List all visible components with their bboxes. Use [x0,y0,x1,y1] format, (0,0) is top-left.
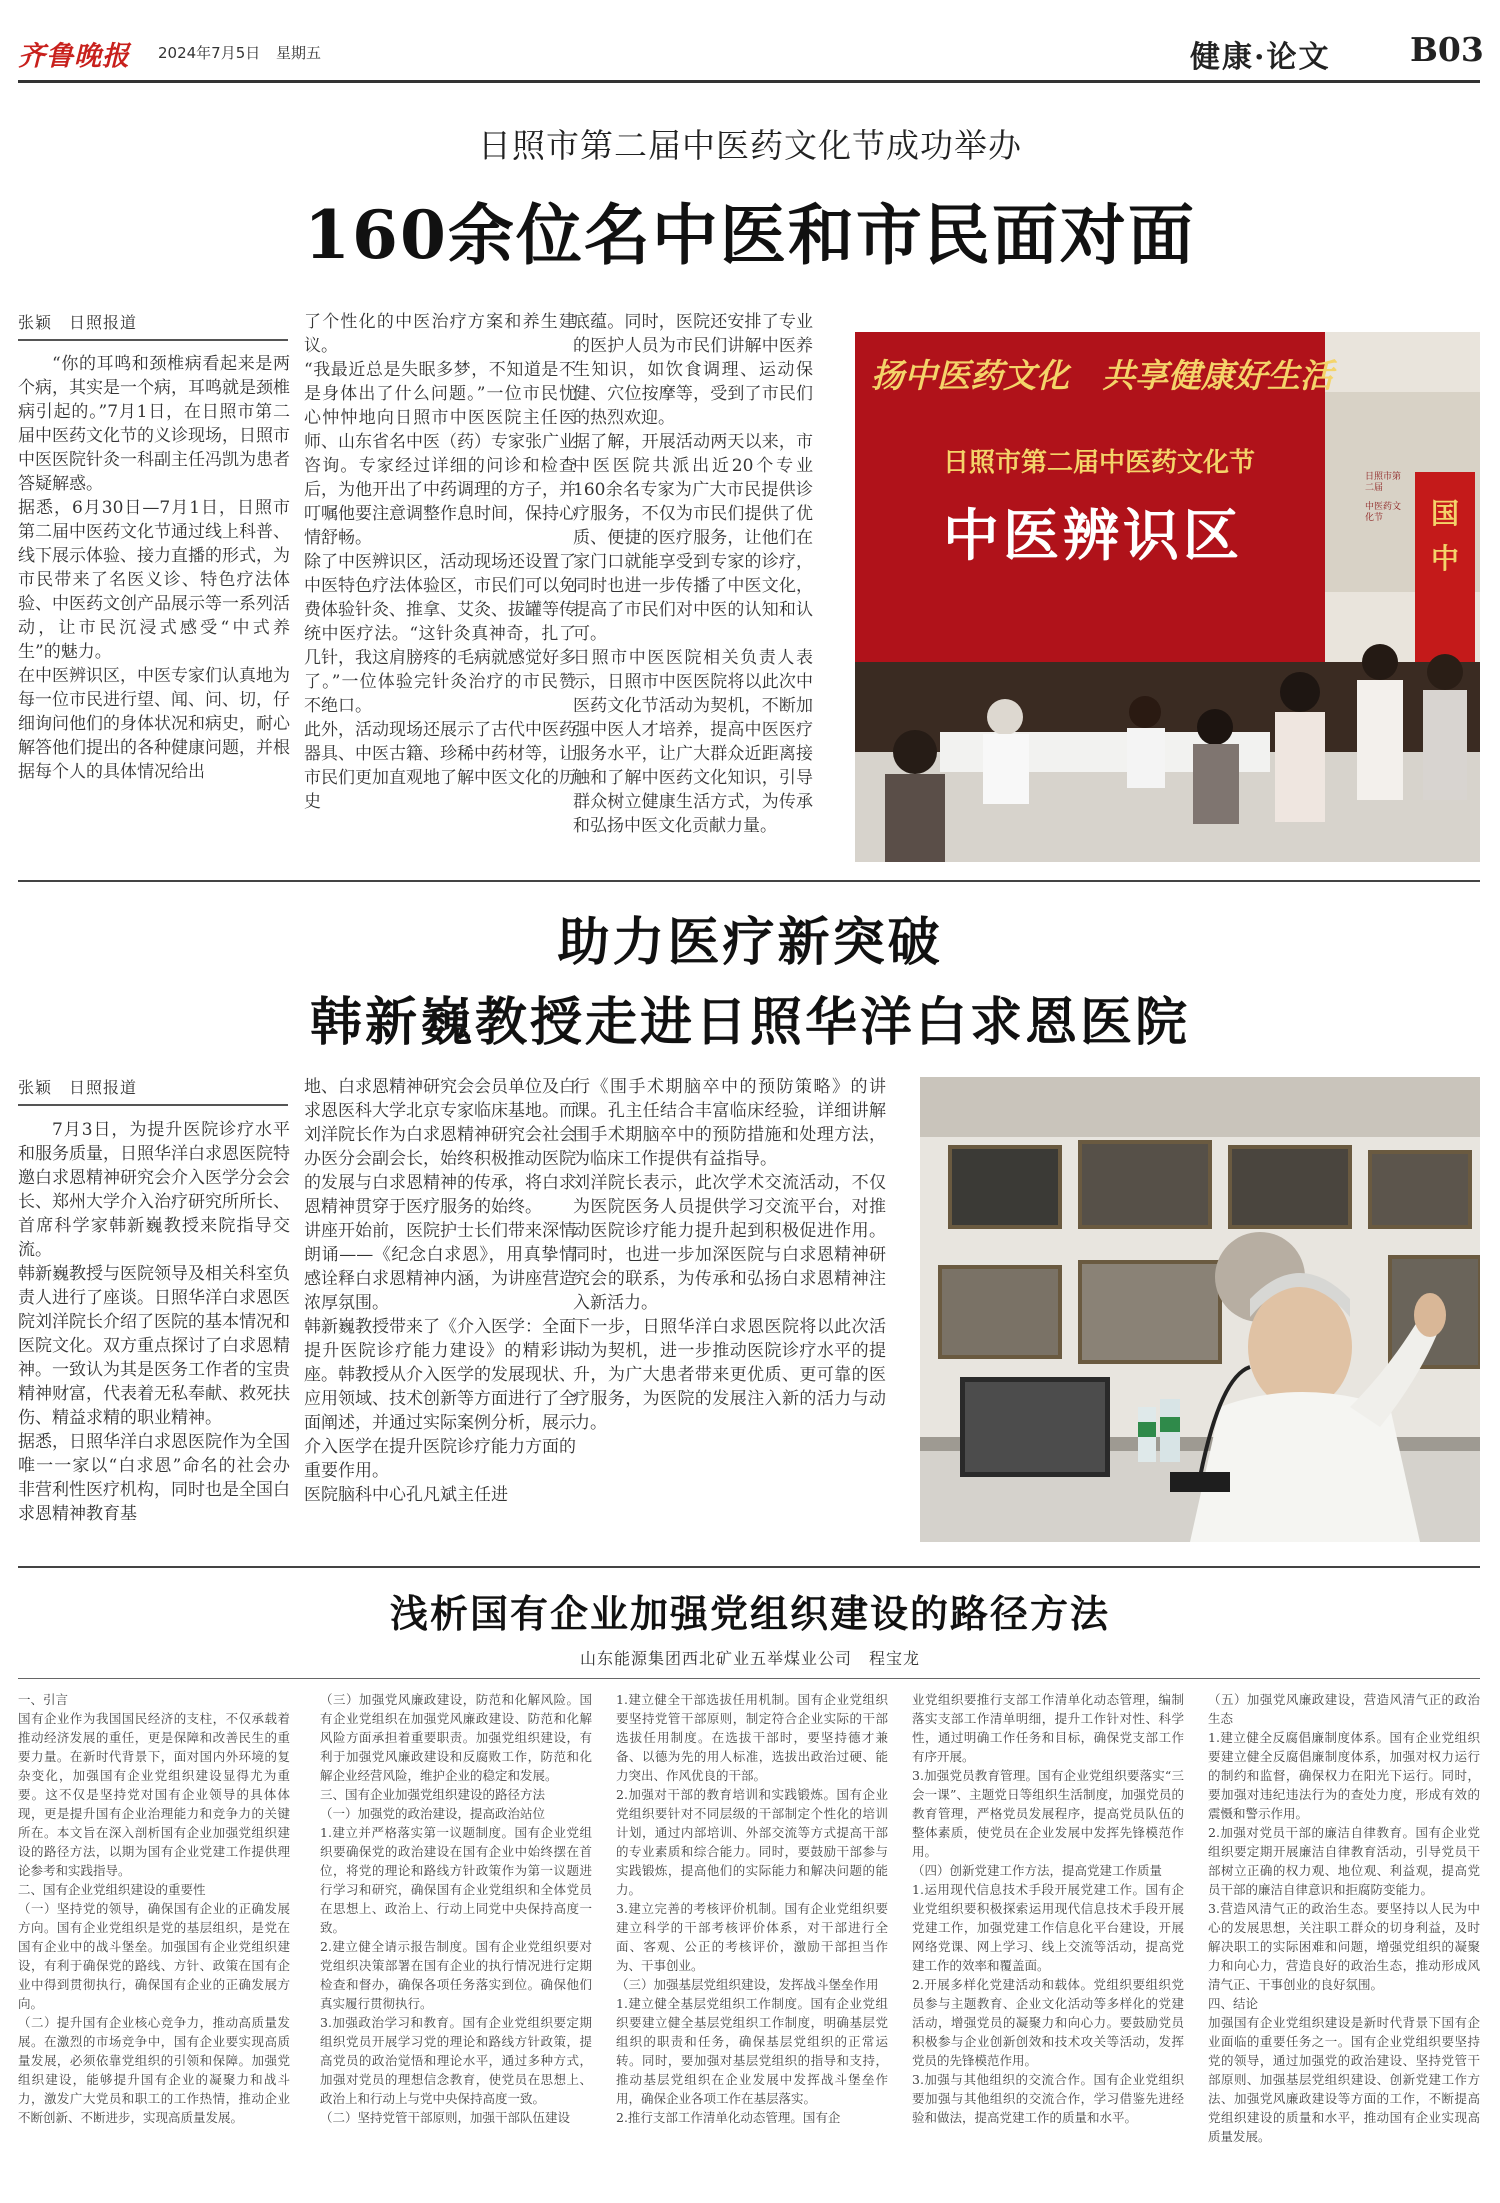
article3-col1-text: 一、引言 国有企业作为我国国民经济的支柱，不仅承载着推动经济发展的重任，更是保障和改善民生的重要力量。在新时代背景下，面对国内外环境的复杂变化，加强国有企业党组织建设显得尤为重要。这不仅是坚持党对国有企业领导的具体体现，更是提升国有企业治理能力和竞争力的关键所在。本文旨在深入剖析国有企业加强党组织建设的路径方法，以期为国有企业党建工作提供理论参考和实践指导。 二、国有企业党组织建设的重要性 （一）坚持党的领导，确保国有企业的正确发展方向。国有企业党组织是党的基层组织，是党在国有企业中的战斗堡垒。加强国有企业党组织建设，有利于确保党的路线、方针、政策在国有企业中得到贯彻执行，确保国有企业的正确发展方向。 （二）提升国有企业核心竞争力，推动高质量发展。在激烈的市场竞争中，国有企业要实现高质量发展，必须依靠党组织的引领和保障。加强党组织建设，能够提升国有企业的凝聚力和战斗力，激发广大党员和职工的工作热情，推动企业不断创新、不断进步，实现高质量发展。 [18,1692,290,2125]
article2-column-3 [573,1075,886,1554]
page-number: B03 [1410,30,1484,69]
photo-lecture-scene [920,1077,1480,1542]
photo-banner-line1: 扬中医药文化 共享健康好生活 [871,356,1333,395]
section-label: 健康·论文 [1190,40,1331,75]
article3-headline: 浅析国有企业加强党组织建设的路径方法 [389,1591,1110,1636]
article3-col4-text: 业党组织要推行支部工作清单化动态管理，编制落实支部工作清单明细，提升工作针对性、科学性，通过明确工作任务和目标，确保党支部工作有序开展。 3.加强党员教育管理。国有企业党组织要落实“三会一课”、主题党日等组织生活制度，加强党员的教育管理，严格党员发展程序，提高党员队伍的整体素质，使党员在企业发展中发挥先锋模范作用。 （四）创新党建工作方法，提高党建工作质量 1.运用现代信息技术手段开展党建工作。国有企业党组织要积极探索运用现代信息技术手段开展党建工作，加强党建工作信息化平台建设，开展网络党课、网上学习、线上交流等活动，提高党建工作的效率和覆盖面。 2.开展多样化党建活动和载体。党组织要组织党员参与主题教育、企业文化活动等多样化的党建活动，增强党员的凝聚力和向心力。要鼓励党员积极参与企业创新创效和技术攻关等活动，发挥党员的先锋模范作用。 3.加强与其他组织的交流合作。国有企业党组织要加强与其他组织的交流合作，学习借鉴先进经验和做法，提高党建工作的质量和水平。 [912,1692,1184,2125]
photo-lecture [920,1077,1480,1542]
article3-author: 山东能源集团西北矿业五举煤业公司 程宝龙 [579,1649,920,1668]
article2-column-2 [304,1075,576,1554]
article3-column-2 [320,1690,592,2190]
article2-col1-text: 7月3日，为提升医院诊疗水平和服务质量，日照华洋白求恩医院特邀白求恩精神研究会介入医学分会会长、郑州大学介入治疗研究所所长、首席科学家韩新巍教授来院指导交流。 韩新巍教授与医院领导及相关科室负责人进行了座谈。日照华洋白求恩医院刘洋院长介绍了医院的基本情况和医院文化。双方重点探讨了白求恩精神。一致认为其是医务工作者的宝贵精神财富，代表着无私奉献、救死扶伤、精益求精的职业精神。 据悉，日照华洋白求恩医院作为全国唯一一家以“白求恩”命名的社会办非营利性医疗机构，同时也是全国白求恩精神教育基 [18,1120,290,1524]
article3-column-1 [18,1690,290,2190]
article3-rule [18,1678,1480,1679]
article1-headline: 160余位名中医和市民面对面 [304,196,1196,274]
photo-side-sign-char1: 国 [1431,497,1460,530]
article1-col2-text: 了个性化的中医治疗方案和养生建议。 “我最近总是失眠多梦，不知道是不是身体出了什么问题。”一位市民忧心忡忡地向日照市中医医院主任医师、山东省名中医（药）专家张广业咨询。专家经过详细的问诊和检查后，为他开出了中药调理的方子，并叮嘱他要注意调整作息时间，保持心情舒畅。 除了中医辨识区，活动现场还设置了中医特色疗法体验区，市民们可以免费体验针灸、推拿、艾灸、拔罐等传统中医疗法。“这针灸真神奇，扎了几针，我这肩膀疼的毛病就感觉好多了。”一位体验完针灸治疗的市民赞不绝口。 此外，活动现场还展示了古代中医药器具、中医古籍、珍稀中药材等，让市民们更加直观地了解中医文化的历史 [304,312,576,812]
article2-col3-text: 行《围手术期脑卒中的预防策略》的讲课。孔主任结合丰富临床经验，详细讲解围手术期脑卒中的预防措施和处理方法，为临床工作提供有益指导。 刘洋院长表示，此次学术交流活动，不仅为医院医务人员提供学习交流平台，对推动医院诊疗能力提升起到积极促进作用。同时，也进一步加深医院与白求恩精神研究会的联系，为传承和弘扬白求恩精神注入新活力。 下一步，日照华洋白求恩医院将以此次活动为契机，进一步推动医院诊疗水平的提升，为广大患者带来更优质、更可靠的医疗服务，为医院的发展注入新的活力与动力。 [573,1077,886,1433]
newspaper-logo: 齐鲁晚报 [18,41,130,72]
masthead-rule [18,80,1480,83]
article1-kicker: 日照市第二届中医药文化节成功举办 [478,126,1022,165]
issue-weekday: 星期五 [276,44,322,62]
photo-side-sign-line2: 中医药文化节 [1365,502,1402,523]
photo-banner [855,332,1480,862]
article1-column-2 [304,310,576,852]
article2-column-1 [18,1118,290,1554]
article1-byline: 张颖 日照报道 [18,310,288,341]
article3-col5-text: （五）加强党风廉政建设，营造风清气正的政治生态 1.建立健全反腐倡廉制度体系。国有企业党组织要建立健全反腐倡廉制度体系，加强对权力运行的制约和监督，确保权力在阳光下运行。同时，要加强对违纪违法行为的查处力度，形成有效的震慑和警示作用。 2.加强对党员干部的廉洁自律教育。国有企业党组织要定期开展廉洁自律教育活动，引导党员干部树立正确的权力观、地位观、利益观，提高党员干部的廉洁自律意识和拒腐防变能力。 3.营造风清气正的政治生态。要坚持以人民为中心的发展思想，关注职工群众的切身利益，及时解决职工的实际困难和问题，增强党组织的凝聚力和向心力，营造良好的政治生态，推动形成风清气正、干事创业的良好氛围。 四、结论 加强国有企业党组织建设是新时代背景下国有企业面临的重要任务之一。国有企业党组织要坚持党的领导，通过加强党的政治建设、坚持党管干部原则、加强基层党组织建设、创新党建工作方法、加强党风廉政建设等方面的工作，不断提高党组织建设的质量和水平，推动国有企业实现高质量发展。 [1208,1692,1480,2144]
article1-column-3 [573,310,813,852]
article2-col2-text: 地、白求恩精神研究会会员单位及白求恩医科大学北京专家临床基地。而刘洋院长作为白求恩精神研究会社会办医分会副会长，始终积极推动医院的发展与白求恩精神的传承，将白求恩精神贯穿于医疗服务的始终。 讲座开始前，医院护士长们带来深情朗诵——《纪念白求恩》，用真挚情感诠释白求恩精神内涵，为讲座营造浓厚氛围。 韩新巍教授带来了《介入医学：全面提升医院诊疗能力建设》的精彩讲座。韩教授从介入医学的发展现状、应用领域、技术创新等方面进行了全面阐述，并通过实际案例分析，展示介入医学在提升医院诊疗能力方面的重要作用。 医院脑科中心孔凡斌主任进 [304,1077,576,1505]
section-rule-2 [18,1566,1480,1568]
article1-column-1 [18,352,290,852]
article1-col1-text: “你的耳鸣和颈椎病看起来是两个病，其实是一个病，耳鸣就是颈椎病引起的。”7月1日，在日照市第二届中医药文化节的义诊现场，日照市中医医院针灸一科副主任冯凯为患者答疑解惑。 据悉，6月30日—7月1日，日照市第二届中医药文化节通过线上科普、线下展示体验、接力直播的形式，为市民带来了名医义诊、特色疗法体验、中医药文创产品展示等一系列活动，让市民沉浸式感受“中式养生”的魅力。 在中医辨识区，中医专家们认真地为每一位市民进行望、闻、问、切，仔细询问他们的身体状况和病史，耐心解答他们提出的各种健康问题，并根据每个人的具体情况给出 [18,354,290,782]
photo-banner-scene [855,332,1480,862]
article3-col2-text: （三）加强党风廉政建设，防范和化解风险。国有企业党组织在加强党风廉政建设、防范和化解风险方面承担着重要职责。加强党组织建设，有利于加强党风廉政建设和反腐败工作，防范和化解企业经营风险，维护企业的稳定和发展。 三、国有企业加强党组织建设的路径方法 （一）加强党的政治建设，提高政治站位 1.建立并严格落实第一议题制度。国有企业党组织要确保党的政治建设在国有企业中始终摆在首位，将党的理论和路线方针政策作为第一议题进行学习和研究，确保国有企业党组织和全体党员在思想上、政治上、行动上同党中央保持高度一致。 2.建立健全请示报告制度。国有企业党组织要对党组织决策部署在国有企业的执行情况进行定期检查和督办，确保各项任务落实到位。确保他们真实履行贯彻执行。 3.加强政治学习和教育。国有企业党组织要定期组织党员开展学习党的理论和路线方针政策，提高党员的政治觉悟和理论水平，通过多种方式，加强对党员的理想信念教育，使党员在思想上、政治上和行动上与党中央保持高度一致。 （二）坚持党管干部原则，加强干部队伍建设 [320,1692,592,2125]
photo-banner-line3: 中医辨识区 [943,504,1243,569]
article3-column-3 [616,1690,888,2190]
article2-headline-2: 韩新巍教授走进日照华洋白求恩医院 [309,992,1190,1053]
photo-banner-line2: 日照市第二届中医药文化节 [943,448,1256,478]
article2-headline-1: 助力医疗新突破 [557,912,943,973]
photo-side-sign-line1: 日照市第二届 [1365,472,1402,493]
section-rule-1 [18,880,1480,882]
photo-side-sign-char2: 中 [1431,542,1460,575]
article1-col3-text: 底蕴。同时，医院还安排了专业的医护人员为市民们讲解中医养生知识，如饮食调理、运动保健、穴位按摩等，受到了市民们的热烈欢迎。 据了解，开展活动两天以来，市中医医院共派出近20个专业160余名专家为广大市民提供诊疗服务，不仅为市民们提供了优质、便捷的医疗服务，让他们在家门口就能享受到专家的诊疗，同时也进一步传播了中医文化，提高了市民们对中医的认知和认可。 日照市中医医院相关负责人表示，日照市中医医院将以此次中医药文化节活动为契机，不断加强中医人才培养，提高中医医疗服务水平，让广大群众近距离接触和了解中医药文化知识，引导群众树立健康生活方式，为传承和弘扬中医文化贡献力量。 [573,312,813,836]
article3-column-5 [1208,1690,1480,2190]
article3-column-4 [912,1690,1184,2190]
masthead [18,30,1484,78]
article2-byline: 张颖 日照报道 [18,1075,288,1106]
issue-date: 2024年7月5日 [158,44,261,62]
article3-col3-text: 1.建立健全干部选拔任用机制。国有企业党组织要坚持党管干部原则，制定符合企业实际的干部选拔任用制度。在选拔干部时，要坚持德才兼备、以德为先的用人标准，选拔出政治过硬、能力突出、作风优良的干部。 2.加强对干部的教育培训和实践锻炼。国有企业党组织要针对不同层级的干部制定个性化的培训计划，通过内部培训、外部交流等方式提高干部的专业素质和综合能力。同时，要鼓励干部参与实践锻炼，提高他们的实际能力和解决问题的能力。 3.建立完善的考核评价机制。国有企业党组织要建立科学的干部考核评价体系，对干部进行全面、客观、公正的考核评价，激励干部担当作为、干事创业。 （三）加强基层党组织建设，发挥战斗堡垒作用 1.建立健全基层党组织工作制度。国有企业党组织要建立健全基层党组织工作制度，明确基层党组织的职责和任务，确保基层党组织的正常运转。同时，要加强对基层党组织的指导和支持，推动基层党组织在企业发展中发挥战斗堡垒作用，确保企业各项工作在基层落实。 2.推行支部工作清单化动态管理。国有企 [616,1692,888,2125]
